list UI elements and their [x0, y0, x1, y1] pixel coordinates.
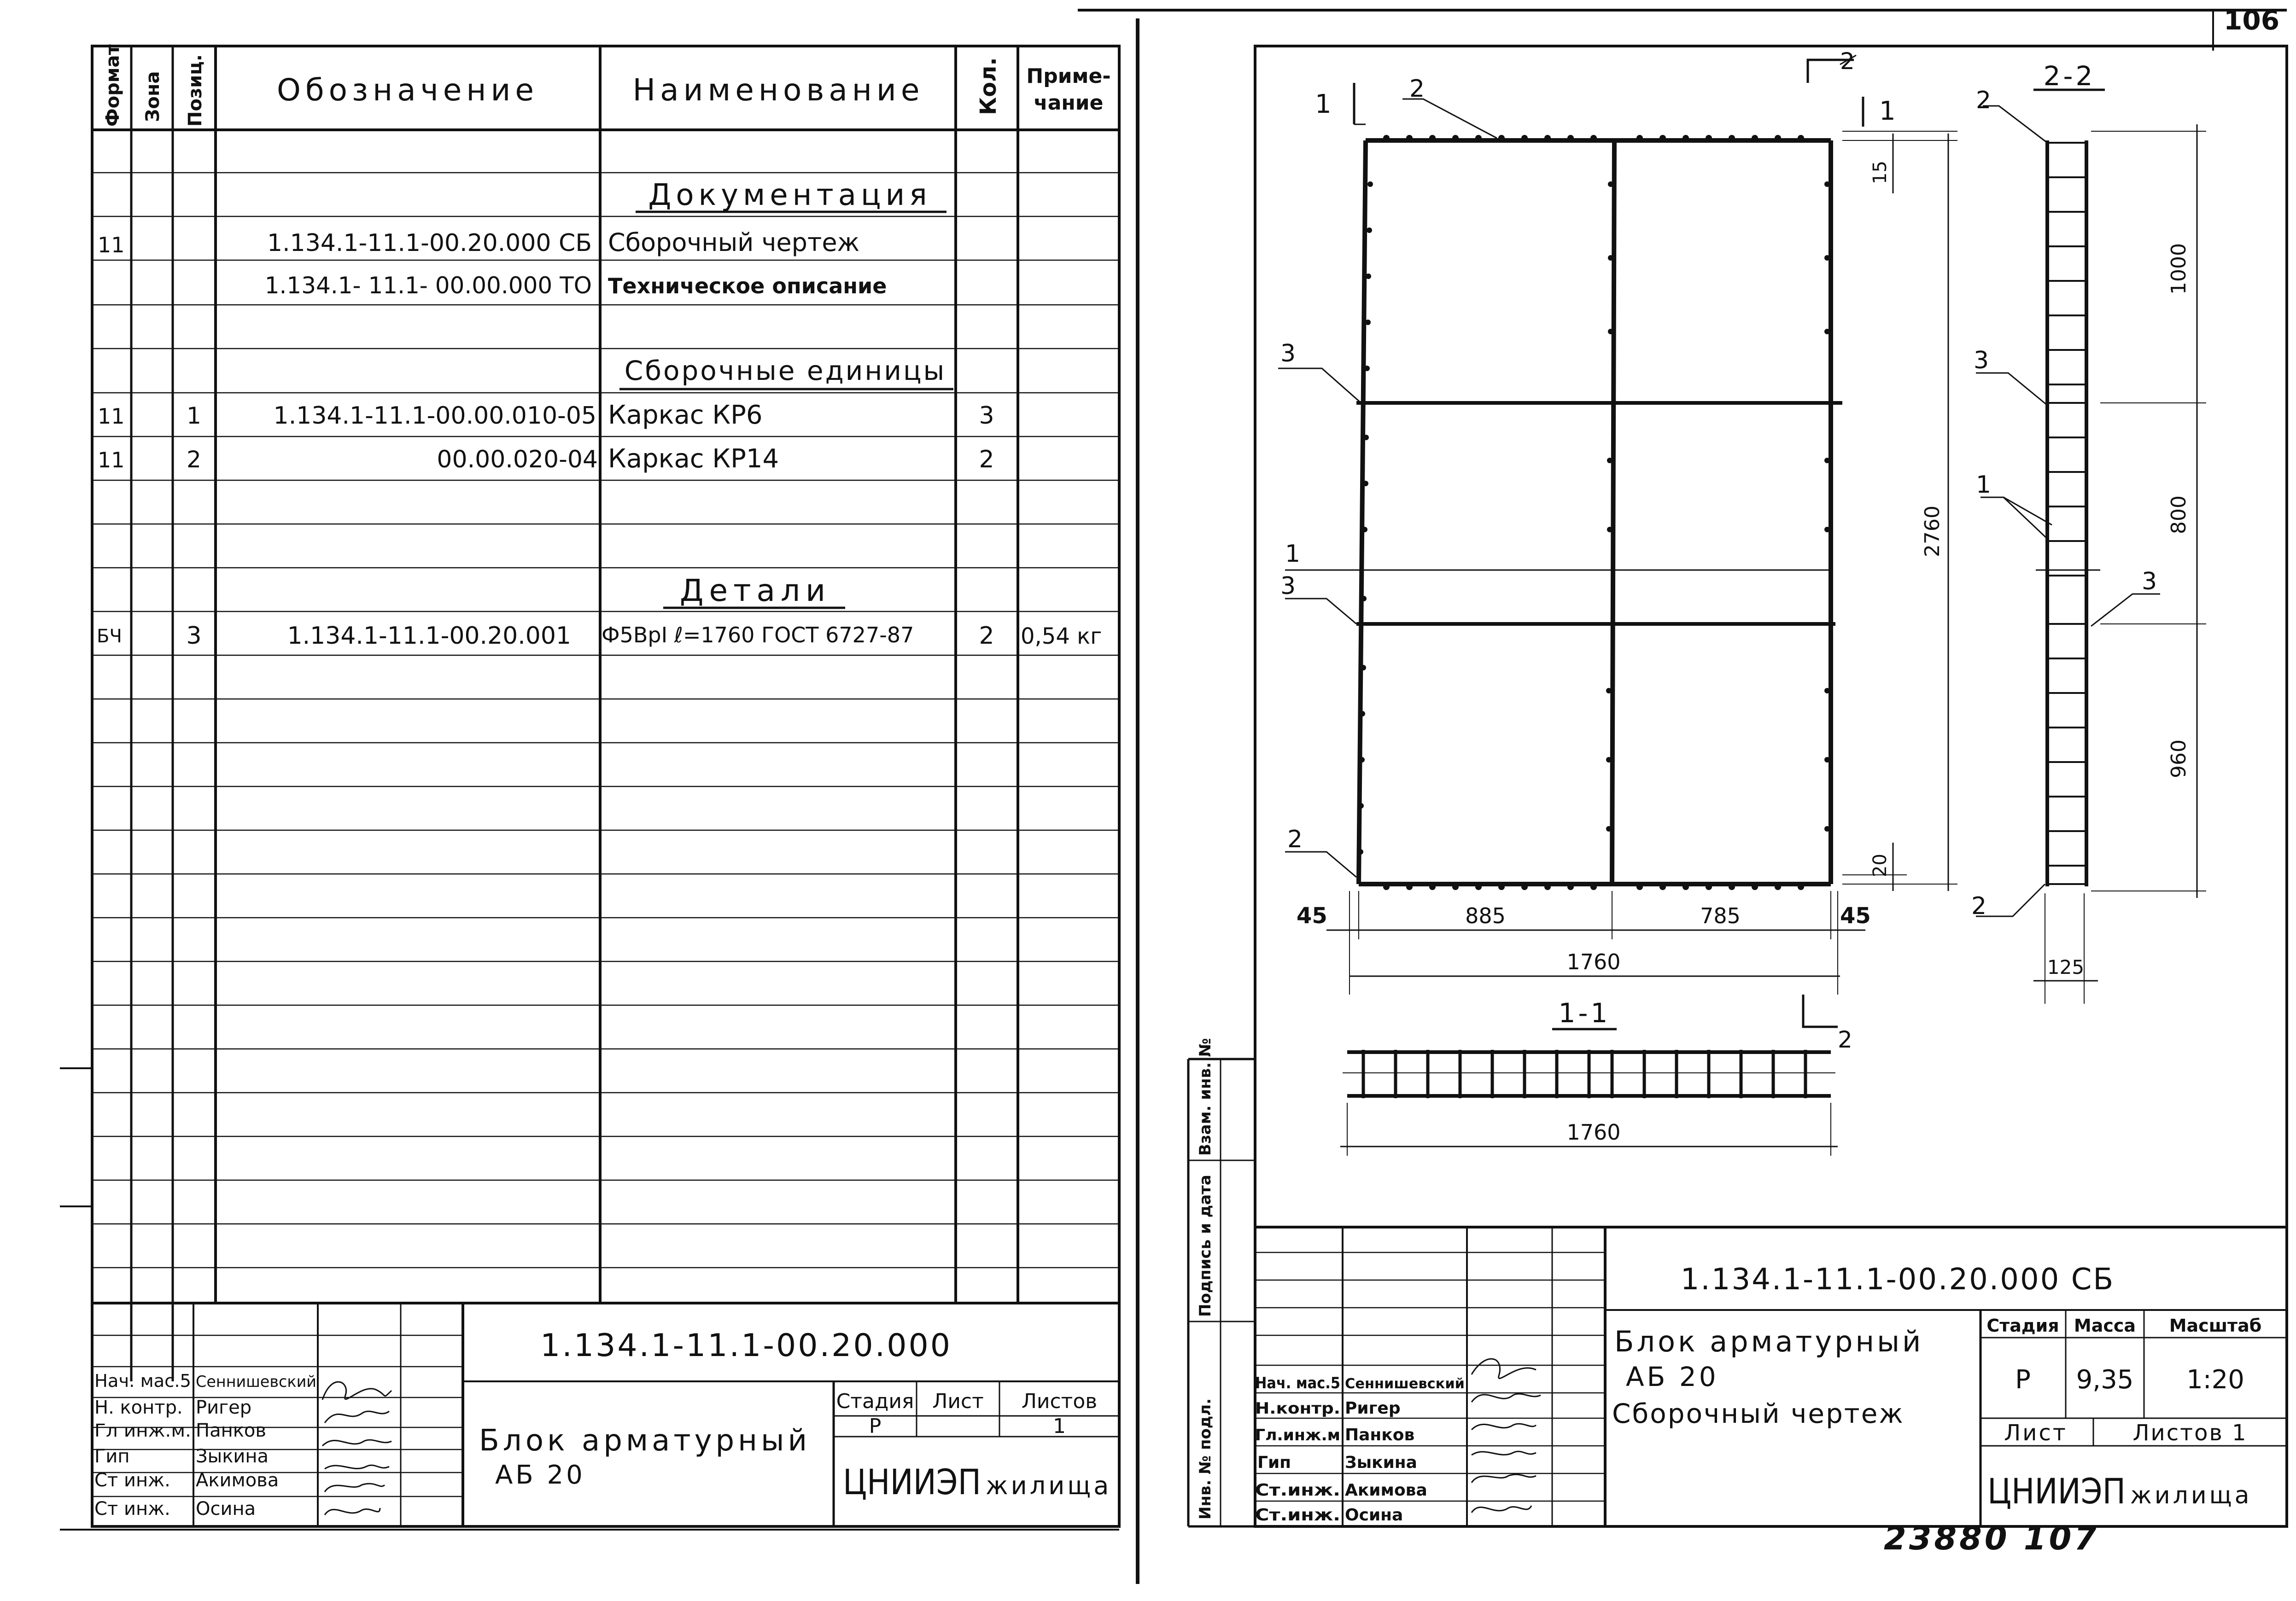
right-tb-name-3: Зыкина: [1345, 1453, 1417, 1472]
dim-1760-section: 1760: [1566, 1120, 1621, 1145]
row4-quantity: 2: [979, 622, 994, 650]
right-tb-stage: Р: [2015, 1365, 2031, 1395]
left-tb-sheets: 1: [1053, 1415, 1066, 1438]
dim-125: 125: [2047, 956, 2085, 978]
section-2-2: [1971, 60, 2206, 1004]
right-tb-sheet-label: Лист: [2004, 1420, 2068, 1446]
right-tb-name-0: Сеннишевский: [1345, 1376, 1465, 1392]
left-tb-name-1: Ригер: [196, 1397, 252, 1418]
row2-designation: 1.134.1-11.1-00.00.010-05: [273, 402, 596, 430]
left-tb-org-b: жилища: [986, 1471, 1112, 1500]
header-quantity: Кол.: [976, 57, 1001, 115]
section-2-2-label: 2-2: [2043, 60, 2096, 92]
dim-2760: 2760: [1921, 506, 1944, 557]
s22-leader-3: 3: [1974, 347, 1989, 374]
left-tb-title-line1: Блок арматурный: [479, 1424, 811, 1458]
dim-785: 785: [1700, 903, 1741, 928]
handwritten-archive-number: 23880 107: [1884, 1519, 2100, 1557]
header-designation: Обозначение: [277, 72, 538, 108]
row1-name: Техническое описание: [608, 274, 887, 298]
dim-1760-plan: 1760: [1566, 949, 1621, 974]
title-block-left: [92, 1303, 1119, 1526]
cut-2-top: 2: [1840, 48, 1855, 75]
leader-2-bottom: 2: [1287, 826, 1303, 853]
leader-3-lower: 3: [1280, 572, 1296, 600]
row3-name: Каркас КР14: [608, 444, 779, 474]
section-1-1-label: 1-1: [1558, 997, 1611, 1029]
row3-format: 11: [98, 448, 125, 472]
left-tb-role-3: Гип: [94, 1446, 130, 1467]
dim-20: 20: [1870, 854, 1891, 877]
dim-15: 15: [1870, 161, 1891, 184]
dim-960: 960: [2167, 739, 2191, 778]
row2-format: 11: [98, 404, 125, 429]
left-tb-name-5: Осина: [196, 1498, 256, 1519]
dim-885: 885: [1465, 903, 1506, 928]
right-tb-mass: 9,35: [2076, 1365, 2134, 1395]
row4-designation: 1.134.1-11.1-00.20.001: [287, 622, 571, 650]
right-tb-mass-header: Масса: [2074, 1316, 2136, 1336]
section-documents: Документация: [648, 178, 932, 212]
section-details: Детали: [679, 573, 831, 608]
right-tb-org-a: ЦНИИЭП: [1987, 1471, 2126, 1512]
side-label-sign: Подпись и дата: [1196, 1175, 1215, 1317]
s11-cut-2: 2: [1838, 1026, 1852, 1053]
header-name: Наименование: [632, 72, 924, 108]
right-tb-role-1: Н.контр.: [1255, 1399, 1340, 1418]
right-tb-scale-header: Масштаб: [2169, 1316, 2262, 1336]
cut-1-right: 1: [1879, 96, 1896, 126]
right-tb-name-5: Осина: [1345, 1506, 1403, 1525]
header-position: Позиц.: [185, 54, 206, 127]
right-tb-name-4: Акимова: [1345, 1481, 1427, 1500]
page-number: 106: [2224, 5, 2280, 36]
title-block-right: [1255, 1227, 2287, 1526]
header-format: Формат: [102, 44, 123, 127]
header-note-line2: чание: [1034, 91, 1104, 115]
right-tb-role-4: Ст.инж.: [1255, 1481, 1340, 1500]
spec-sheet: [60, 44, 1119, 1526]
leader-2-top: 2: [1409, 75, 1425, 103]
header-zone: Зона: [142, 71, 164, 122]
left-tb-sheets-header: Листов: [1021, 1390, 1098, 1413]
row3-quantity: 2: [979, 446, 994, 473]
right-tb-name-1: Ригер: [1345, 1399, 1401, 1418]
row4-name: Ф5ВрI ℓ=1760 ГОСТ 6727-87: [602, 623, 914, 647]
right-tb-role-3: Гип: [1257, 1453, 1291, 1472]
side-label-replace: Взам. инв. №: [1196, 1038, 1215, 1156]
left-tb-role-2: Гл инж.м.: [94, 1421, 191, 1441]
row0-format: 11: [98, 233, 125, 257]
right-tb-role-5: Ст.инж.: [1255, 1506, 1340, 1525]
left-tb-title-line2: АБ 20: [495, 1460, 585, 1490]
row4-position: 3: [186, 622, 202, 650]
dim-800: 800: [2167, 495, 2191, 534]
signatures-left: [322, 1382, 391, 1515]
right-tb-title-line1: Блок арматурный: [1614, 1325, 1924, 1358]
right-tb-role-0: Нач. мас.5: [1255, 1374, 1340, 1392]
leader-3-upper: 3: [1280, 340, 1296, 367]
s22-leader-2-bottom: 2: [1971, 892, 1987, 920]
s22-leader-3-right: 3: [2142, 568, 2157, 595]
right-tb-stage-header: Стадия: [1986, 1316, 2059, 1336]
signatures-right: [1472, 1359, 1541, 1513]
row3-position: 2: [187, 446, 201, 473]
bar-dots: [1358, 135, 1830, 890]
dim-1000: 1000: [2167, 243, 2191, 295]
row4-format: БЧ: [97, 626, 122, 647]
cut-1-left: 1: [1315, 89, 1332, 119]
right-tb-code: 1.134.1-11.1-00.20.000 СБ: [1680, 1263, 2115, 1297]
row4-note: 0,54 кг: [1021, 623, 1102, 649]
row2-quantity: 3: [979, 402, 994, 430]
right-tb-role-2: Гл.инж.м: [1255, 1426, 1340, 1444]
side-label-inv: Инв. № подл.: [1196, 1398, 1215, 1519]
s22-leader-1: 1: [1976, 471, 1992, 499]
section-1-1: [1340, 995, 1852, 1156]
s22-leader-2-top: 2: [1976, 87, 1992, 114]
left-tb-name-0: Сеннишевский: [196, 1373, 316, 1391]
right-tb-scale: 1:20: [2186, 1365, 2244, 1395]
left-tb-stage-header: Стадия: [836, 1390, 914, 1413]
left-tb-name-3: Зыкина: [196, 1446, 269, 1467]
main-plan-view: [1278, 48, 1957, 995]
section-assembly-units: Сборочные единицы: [624, 355, 946, 386]
left-tb-org-a: ЦНИИЭП: [843, 1461, 981, 1502]
right-tb-sheets-label: Листов 1: [2132, 1420, 2248, 1446]
left-tb-role-4: Ст инж.: [94, 1470, 170, 1491]
dim-45-left: 45: [1297, 903, 1327, 929]
right-tb-title-line2: АБ 20: [1626, 1361, 1719, 1392]
row0-designation: 1.134.1-11.1-00.20.000 СБ: [267, 229, 592, 257]
left-tb-role-1: Н. контр.: [94, 1397, 183, 1418]
row2-position: 1: [187, 402, 201, 429]
drawing-sheet-right: [1188, 46, 2287, 1526]
dim-45-right: 45: [1840, 903, 1871, 929]
left-tb-stage: Р: [869, 1415, 882, 1438]
row1-designation: 1.134.1- 11.1- 00.00.000 ТО: [264, 272, 592, 299]
header-note-line1: Приме-: [1026, 64, 1111, 88]
row3-designation: 00.00.020-04: [437, 446, 598, 473]
left-tb-name-4: Акимова: [196, 1470, 279, 1491]
left-tb-name-2: Панков: [196, 1420, 266, 1441]
left-tb-role-5: Ст инж.: [94, 1498, 170, 1519]
leader-1: 1: [1285, 540, 1301, 568]
right-tb-name-2: Панков: [1345, 1426, 1415, 1444]
right-tb-title-line3: Сборочный чертеж: [1612, 1398, 1905, 1429]
left-tb-code: 1.134.1-11.1-00.20.000: [540, 1327, 952, 1364]
row2-name: Каркас КР6: [608, 400, 763, 430]
right-tb-org-b: жилища: [2130, 1482, 2252, 1509]
left-tb-role-0: Нач. мас.5: [94, 1371, 191, 1391]
left-tb-sheet-header: Лист: [932, 1390, 984, 1413]
row0-name: Сборочный чертеж: [608, 228, 860, 257]
